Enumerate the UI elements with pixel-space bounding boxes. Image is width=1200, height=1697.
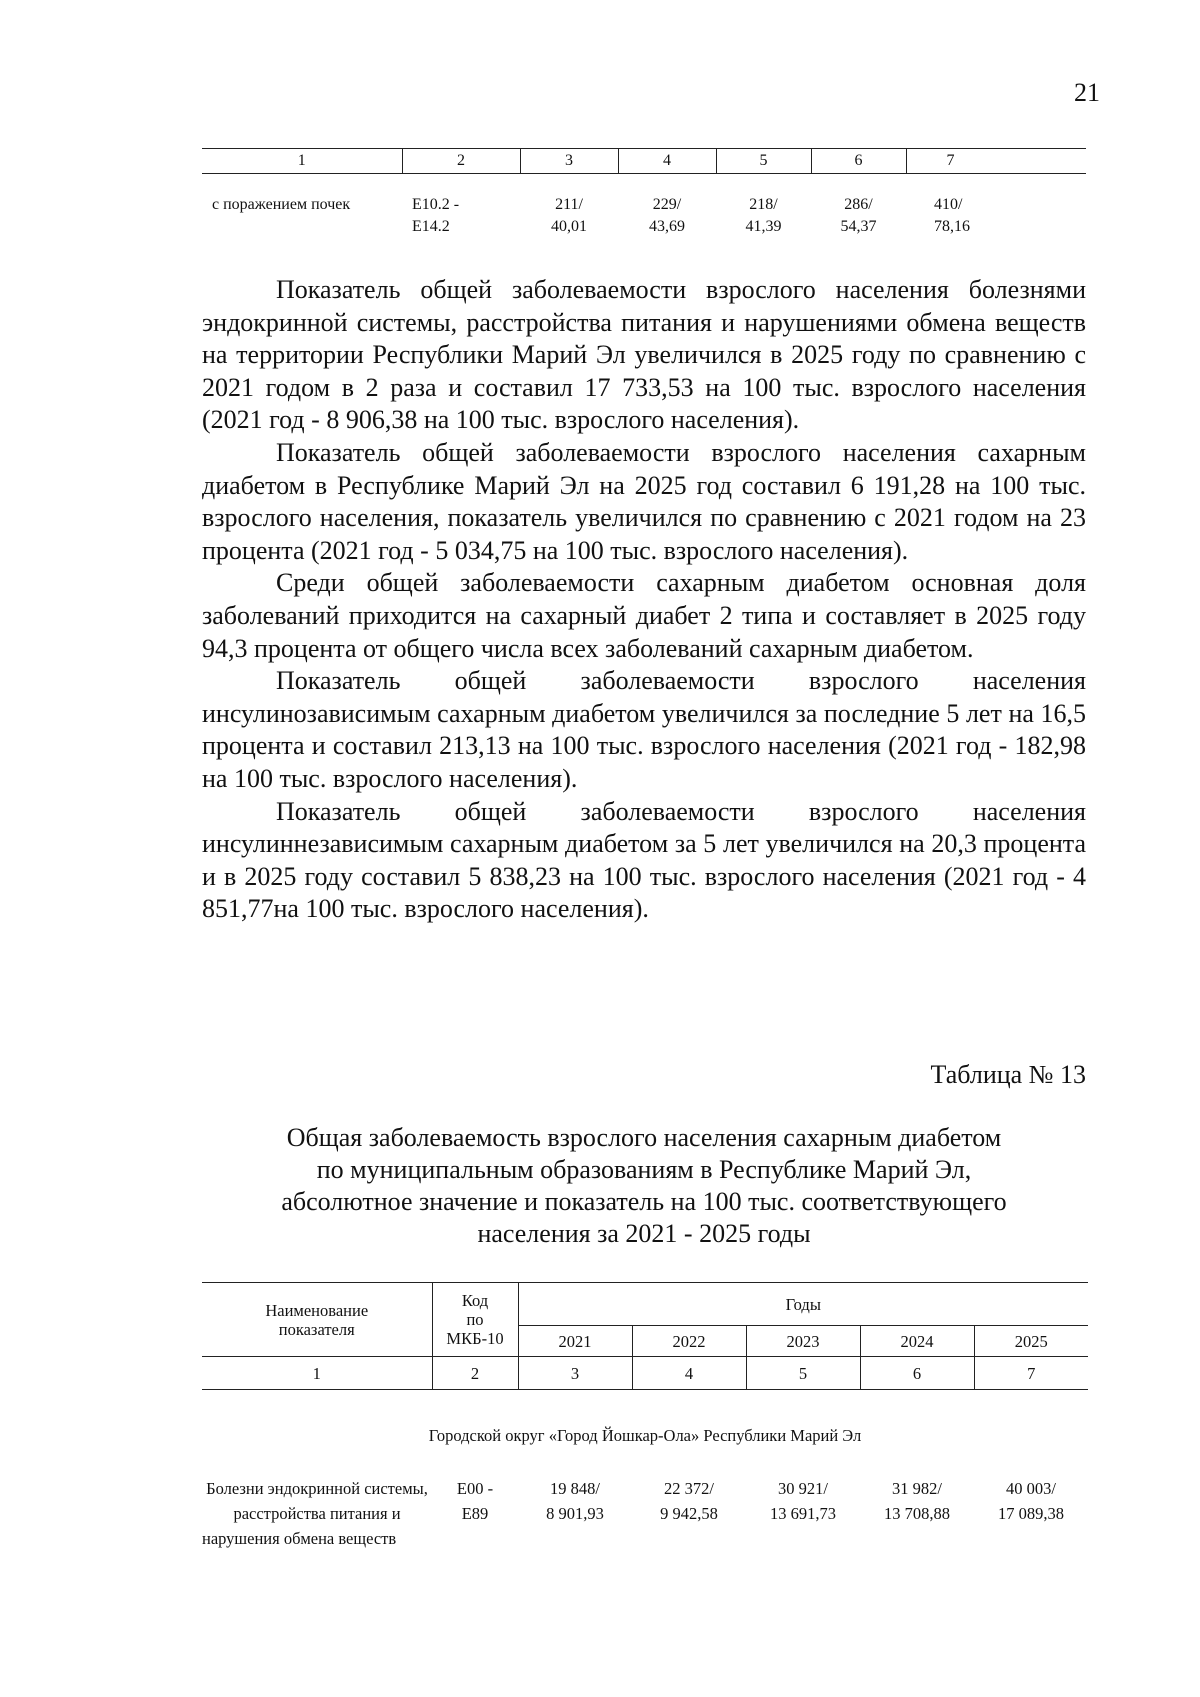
header-line: Код	[461, 1291, 489, 1310]
column-number: 2	[402, 149, 520, 174]
year-header: 2023	[746, 1326, 860, 1357]
row-name: Болезни эндокринной системы, расстройства питания и нарушения обмена веществ	[202, 1479, 428, 1548]
code-line: E00 -	[456, 1479, 494, 1498]
header-line: Наименование	[265, 1300, 369, 1320]
absolute-value: 218/	[749, 196, 778, 213]
row-code	[432, 1476, 518, 1551]
group-row	[202, 1390, 1088, 1477]
row-name: с поражением почек	[212, 196, 351, 213]
municipality-heading: Городской округ «Город Йошкар-Ола» Республики Марий Эл	[428, 1426, 862, 1445]
value-cell	[746, 1476, 860, 1551]
column-number: 1	[202, 149, 402, 174]
table-row	[202, 1476, 1088, 1551]
rate-value: 9 942,58	[660, 1504, 718, 1523]
morbidity-table	[202, 1282, 1088, 1551]
rate-value: 40,01	[551, 218, 587, 235]
value-cell	[632, 1476, 746, 1551]
value-cell	[906, 174, 1086, 239]
paragraph: Показатель общей заболеваемости взрослого населения болезнями эндокринной системы, расстройства питания и нарушениями обмена веществ на территории Республики Марий Эл увеличился в 2025 году по сравнению с 2021 годом в 2 раза и составил 17 733,53 на 100 тыс. взрослого населения (2021 год - 8 906,38 на 100 тыс. взрослого населения).	[202, 275, 1086, 435]
table-title-line: Общая заболеваемость взрослого населения сахарным диабетом	[286, 1123, 1002, 1152]
year-header: 2024	[860, 1326, 974, 1357]
table-title-line: по муниципальным образованиям в Республике Марий Эл,	[316, 1155, 972, 1184]
paragraph: Показатель общей заболеваемости взрослого населения инсулиннезависимым сахарным диабетом за 5 лет увеличился на 20,3 процента и в 2025 году составил 5 838,23 на 100 тыс. взрослого населения (2021 год - 4 851,77на 100 тыс. взрослого населения).	[202, 796, 1086, 924]
column-number: 5	[746, 1357, 860, 1390]
paragraph: Среди общей заболеваемости сахарным диабетом основная доля заболеваний приходится на сахарный диабет 2 типа и составляет в 2025 году 94,3 процента от общего числа всех заболеваний сахарным диабетом.	[202, 568, 1086, 663]
rate-value: 8 901,93	[546, 1504, 604, 1523]
column-number-row	[202, 1357, 1088, 1390]
column-number: 3	[518, 1357, 632, 1390]
header-row	[202, 1283, 1088, 1326]
year-header: 2025	[974, 1326, 1088, 1357]
header-line: МКБ-10	[446, 1329, 504, 1348]
continued-table	[202, 148, 1086, 238]
column-number: 7	[974, 1357, 1088, 1390]
rate-value: 43,69	[649, 218, 685, 235]
absolute-value: 19 848/	[550, 1479, 600, 1498]
body-text	[202, 274, 1086, 926]
page-number: 21	[1074, 78, 1100, 107]
code-line: E14.2	[412, 218, 450, 235]
table-title	[202, 1122, 1086, 1250]
column-header-name	[202, 1283, 432, 1357]
code-line: E10.2 -	[412, 196, 460, 213]
column-number-row	[202, 149, 1086, 174]
rate-value: 17 089,38	[998, 1504, 1064, 1523]
paragraph: Показатель общей заболеваемости взрослого населения инсулинозависимым сахарным диабетом увеличился за последние 5 лет на 16,5 процента и составил 213,13 на 100 тыс. взрослого населения (2021 год - 182,98 на 100 тыс. взрослого населения).	[202, 666, 1086, 793]
absolute-value: 410/	[934, 196, 963, 213]
column-number: 5	[716, 149, 811, 174]
value-cell	[520, 174, 618, 239]
column-number: 4	[618, 149, 716, 174]
absolute-value: 40 003/	[1006, 1479, 1056, 1498]
table-title-line: населения за 2021 - 2025 годы	[477, 1219, 811, 1248]
value-cell	[518, 1476, 632, 1551]
table-row	[202, 174, 1086, 239]
row-code	[402, 174, 520, 239]
paragraph: Показатель общей заболеваемости взрослого населения сахарным диабетом в Республике Марий Эл на 2025 год составил 6 191,28 на 100 тыс. взрослого населения, показатель увеличился по сравнению с 2021 годом на 23 процента (2021 год - 5 034,75 на 100 тыс. взрослого населения).	[202, 437, 1086, 565]
absolute-value: 229/	[652, 196, 682, 213]
year-header: 2021	[518, 1326, 632, 1357]
column-number: 1	[202, 1357, 432, 1390]
rate-value: 13 708,88	[884, 1504, 950, 1523]
year-header: 2022	[632, 1326, 746, 1357]
table-label: Таблица № 13	[930, 1060, 1086, 1089]
code-line: E89	[461, 1504, 489, 1523]
rate-value: 41,39	[745, 218, 782, 235]
column-number: 7	[906, 149, 1086, 174]
column-header-code	[432, 1283, 518, 1357]
value-cell	[811, 174, 906, 239]
table-title-line: абсолютное значение и показатель на 100 тыс. соответствующего	[281, 1187, 1007, 1216]
header-line: по	[466, 1310, 484, 1329]
absolute-value: 211/	[555, 196, 583, 213]
value-cell	[860, 1476, 974, 1551]
rate-value: 54,37	[840, 218, 877, 235]
rate-value: 78,16	[934, 218, 970, 235]
column-number: 2	[432, 1357, 518, 1390]
absolute-value: 286/	[844, 196, 873, 213]
column-number: 3	[520, 149, 618, 174]
value-cell	[716, 174, 811, 239]
absolute-value: 31 982/	[892, 1479, 942, 1498]
value-cell	[618, 174, 716, 239]
header-line: показателя	[278, 1319, 355, 1339]
column-number: 6	[811, 149, 906, 174]
column-number: 6	[860, 1357, 974, 1390]
column-number: 4	[632, 1357, 746, 1390]
column-header-years: Годы	[518, 1283, 1088, 1326]
value-cell	[974, 1476, 1088, 1551]
absolute-value: 30 921/	[778, 1479, 828, 1498]
rate-value: 13 691,73	[770, 1504, 836, 1523]
absolute-value: 22 372/	[664, 1479, 714, 1498]
